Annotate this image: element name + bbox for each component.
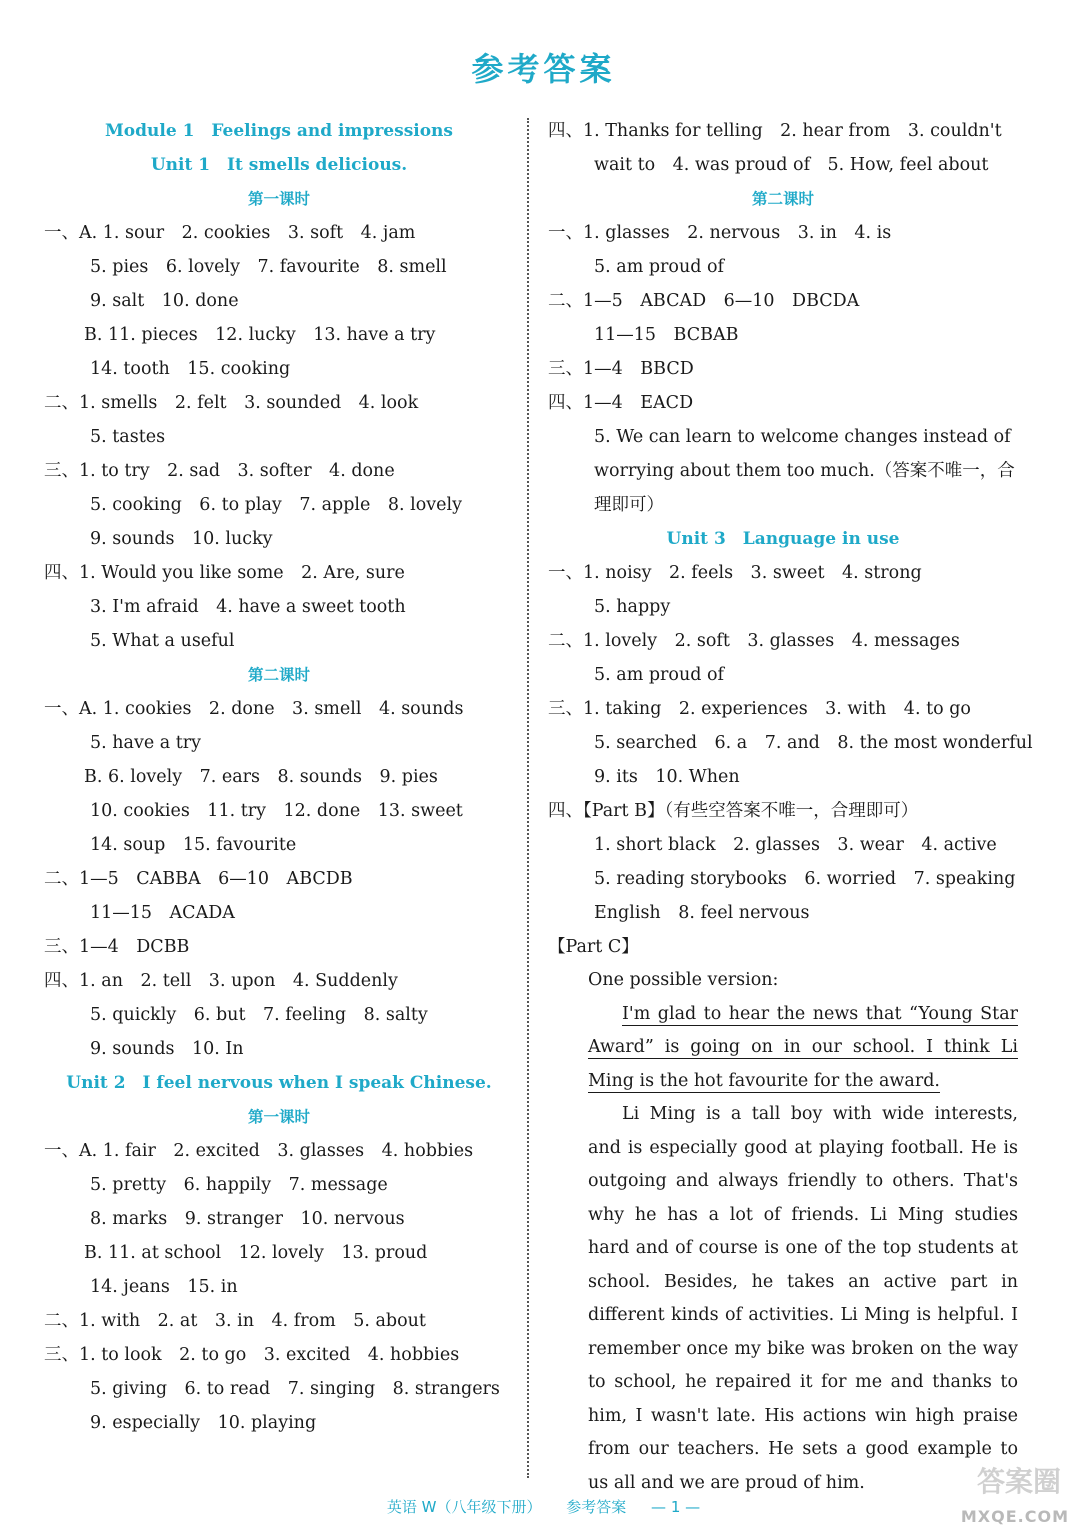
answer-line: 一、A. 1. cookies 2. done 3. smell 4. sounds (44, 699, 464, 719)
left-column (44, 114, 514, 1440)
section-heading: Unit 2 I feel nervous when I speak Chinese. (66, 1073, 492, 1093)
answer-line: 9. especially 10. playing (90, 1413, 317, 1433)
answer-line: 三、1—4 DCBB (44, 937, 190, 957)
answer-line: 5. giving 6. to read 7. singing 8. strangers (90, 1379, 500, 1399)
lesson-heading: 第一课时 (247, 190, 310, 208)
lesson-heading: 第一课时 (247, 1108, 310, 1126)
answer-line: 二、1. lovely 2. soft 3. glasses 4. messages (548, 631, 960, 651)
answer-line: 14. tooth 15. cooking (90, 359, 291, 379)
answer-line: 3. I'm afraid 4. have a sweet tooth (90, 597, 406, 617)
answer-line: wait to 4. was proud of 5. How, feel about (594, 155, 989, 175)
answer-line: 一、1. noisy 2. feels 3. sweet 4. strong (548, 563, 922, 583)
answer-line: 【Part C】 (548, 937, 639, 957)
answer-line: B. 11. at school 12. lovely 13. proud (84, 1243, 428, 1263)
answer-line: 二、1—5 ABCAD 6—10 DBCDA (548, 291, 860, 311)
answer-line: 14. soup 15. favourite (90, 835, 297, 855)
answer-line: 三、1. to try 2. sad 3. softer 4. done (44, 461, 395, 481)
answer-line: 三、1. to look 2. to go 3. excited 4. hobbies (44, 1345, 460, 1365)
answer-line: 二、1. with 2. at 3. in 4. from 5. about (44, 1311, 426, 1331)
answer-line: 8. marks 9. stranger 10. nervous (90, 1209, 405, 1229)
answer-line: 11—15 ACADA (90, 903, 235, 923)
page-title: 参考答案 (471, 50, 616, 88)
answer-line: 一、A. 1. fair 2. excited 3. glasses 4. hobbies (44, 1141, 474, 1161)
essay-intro: One possible version: (588, 970, 779, 990)
answer-line: 5. pies 6. lovely 7. favourite 8. smell (90, 257, 447, 277)
answer-line: 9. sounds 10. lucky (90, 529, 273, 549)
answer-line: 四、1. Thanks for telling 2. hear from 3. couldn't (548, 121, 1002, 141)
answer-line: B. 11. pieces 12. lucky 13. have a try (84, 325, 436, 345)
answer-line: 5. What a useful (90, 631, 235, 651)
answer-line: 二、1—5 CABBA 6—10 ABCDB (44, 869, 353, 889)
answer-line: 5. searched 6. a 7. and 8. the most wonderful (594, 733, 1033, 753)
answer-line: 二、1. smells 2. felt 3. sounded 4. look (44, 393, 419, 413)
answer-line: worrying about them too much.（答案不唯一，合 (594, 461, 1015, 481)
answer-line: 10. cookies 11. try 12. done 13. sweet (90, 801, 463, 821)
answer-line: 5. tastes (90, 427, 166, 447)
answer-line: 11—15 BCBAB (594, 325, 739, 345)
answer-line: 5. cooking 6. to play 7. apple 8. lovely (90, 495, 462, 515)
watermark-logo (917, 1450, 1077, 1530)
essay-paragraph-2: Li Ming is a tall boy with wide interests, and is especially good at playing football. He is outgoing and always friendly to others. That's why he has a lot of friends. Li Ming studies hard and of course is one of the top students at school. Besides, he takes an active part in different kinds of activities. Li Ming is helpful. I remember once my bike was broken on the way to school, he repaired it for me and thanks to him, I wasn't late. His actions win high praise from our teachers. He sets a good example to us all and we are proud of him. (588, 1104, 1018, 1493)
watermark-logo-mark: 答案圈 (976, 1465, 1061, 1498)
answer-line: 一、A. 1. sour 2. cookies 3. soft 4. jam (44, 223, 416, 243)
column-divider (527, 118, 529, 1478)
lesson-heading: 第二课时 (247, 666, 310, 684)
watermark-site: MXQE.COM (960, 1507, 1069, 1526)
answer-line: 四、1. an 2. tell 3. upon 4. Suddenly (44, 971, 398, 991)
answer-line: 5. pretty 6. happily 7. message (90, 1175, 388, 1195)
answer-line: 5. have a try (90, 733, 202, 753)
lesson-heading: 第二课时 (751, 190, 814, 208)
answer-line: 一、1. glasses 2. nervous 3. in 4. is (548, 223, 892, 243)
answer-line: 9. sounds 10. In (90, 1039, 244, 1059)
answer-line: 9. salt 10. done (90, 291, 239, 311)
section-heading: Module 1 Feelings and impressions (104, 121, 453, 141)
footer-page-number: — 1 — (651, 1498, 701, 1516)
answer-line: 9. its 10. When (594, 767, 740, 787)
answer-line: 四、1—4 EACD (548, 393, 694, 413)
section-heading: Unit 3 Language in use (666, 529, 900, 549)
answer-line: 5. reading storybooks 6. worried 7. speaking (594, 869, 1016, 889)
answer-line: 5. quickly 6. but 7. feeling 8. salty (90, 1005, 428, 1025)
answer-line: 三、1. taking 2. experiences 3. with 4. to go (548, 699, 971, 719)
answer-line: 三、1—4 BBCD (548, 359, 694, 379)
answer-line: 四、1. Would you like some 2. Are, sure (44, 563, 405, 583)
answer-line: 5. am proud of (594, 257, 725, 277)
section-heading: Unit 1 It smells delicious. (150, 155, 408, 175)
footer-subject: 英语 W（八年级下册） (386, 1498, 542, 1516)
answer-line: 14. jeans 15. in (90, 1277, 238, 1297)
answer-line: B. 6. lovely 7. ears 8. sounds 9. pies (84, 767, 438, 787)
footer-section: 参考答案 (566, 1498, 627, 1516)
answer-line: English 8. feel nervous (594, 903, 810, 923)
answer-line: 5. happy (594, 597, 671, 617)
answer-line: 5. am proud of (594, 665, 725, 685)
answer-line: 理即可） (594, 495, 664, 515)
essay-paragraph-1: I'm glad to hear the news that “Young Star Award” is going on in our school. I think Li Ming is the hot favourite for the award. (588, 1003, 1018, 1091)
answer-line: 5. We can learn to welcome changes instead of (594, 427, 1011, 447)
answer-line: 1. short black 2. glasses 3. wear 4. active (594, 835, 997, 855)
answer-line: 四、【Part B】（有些空答案不唯一，合理即可） (548, 801, 919, 821)
